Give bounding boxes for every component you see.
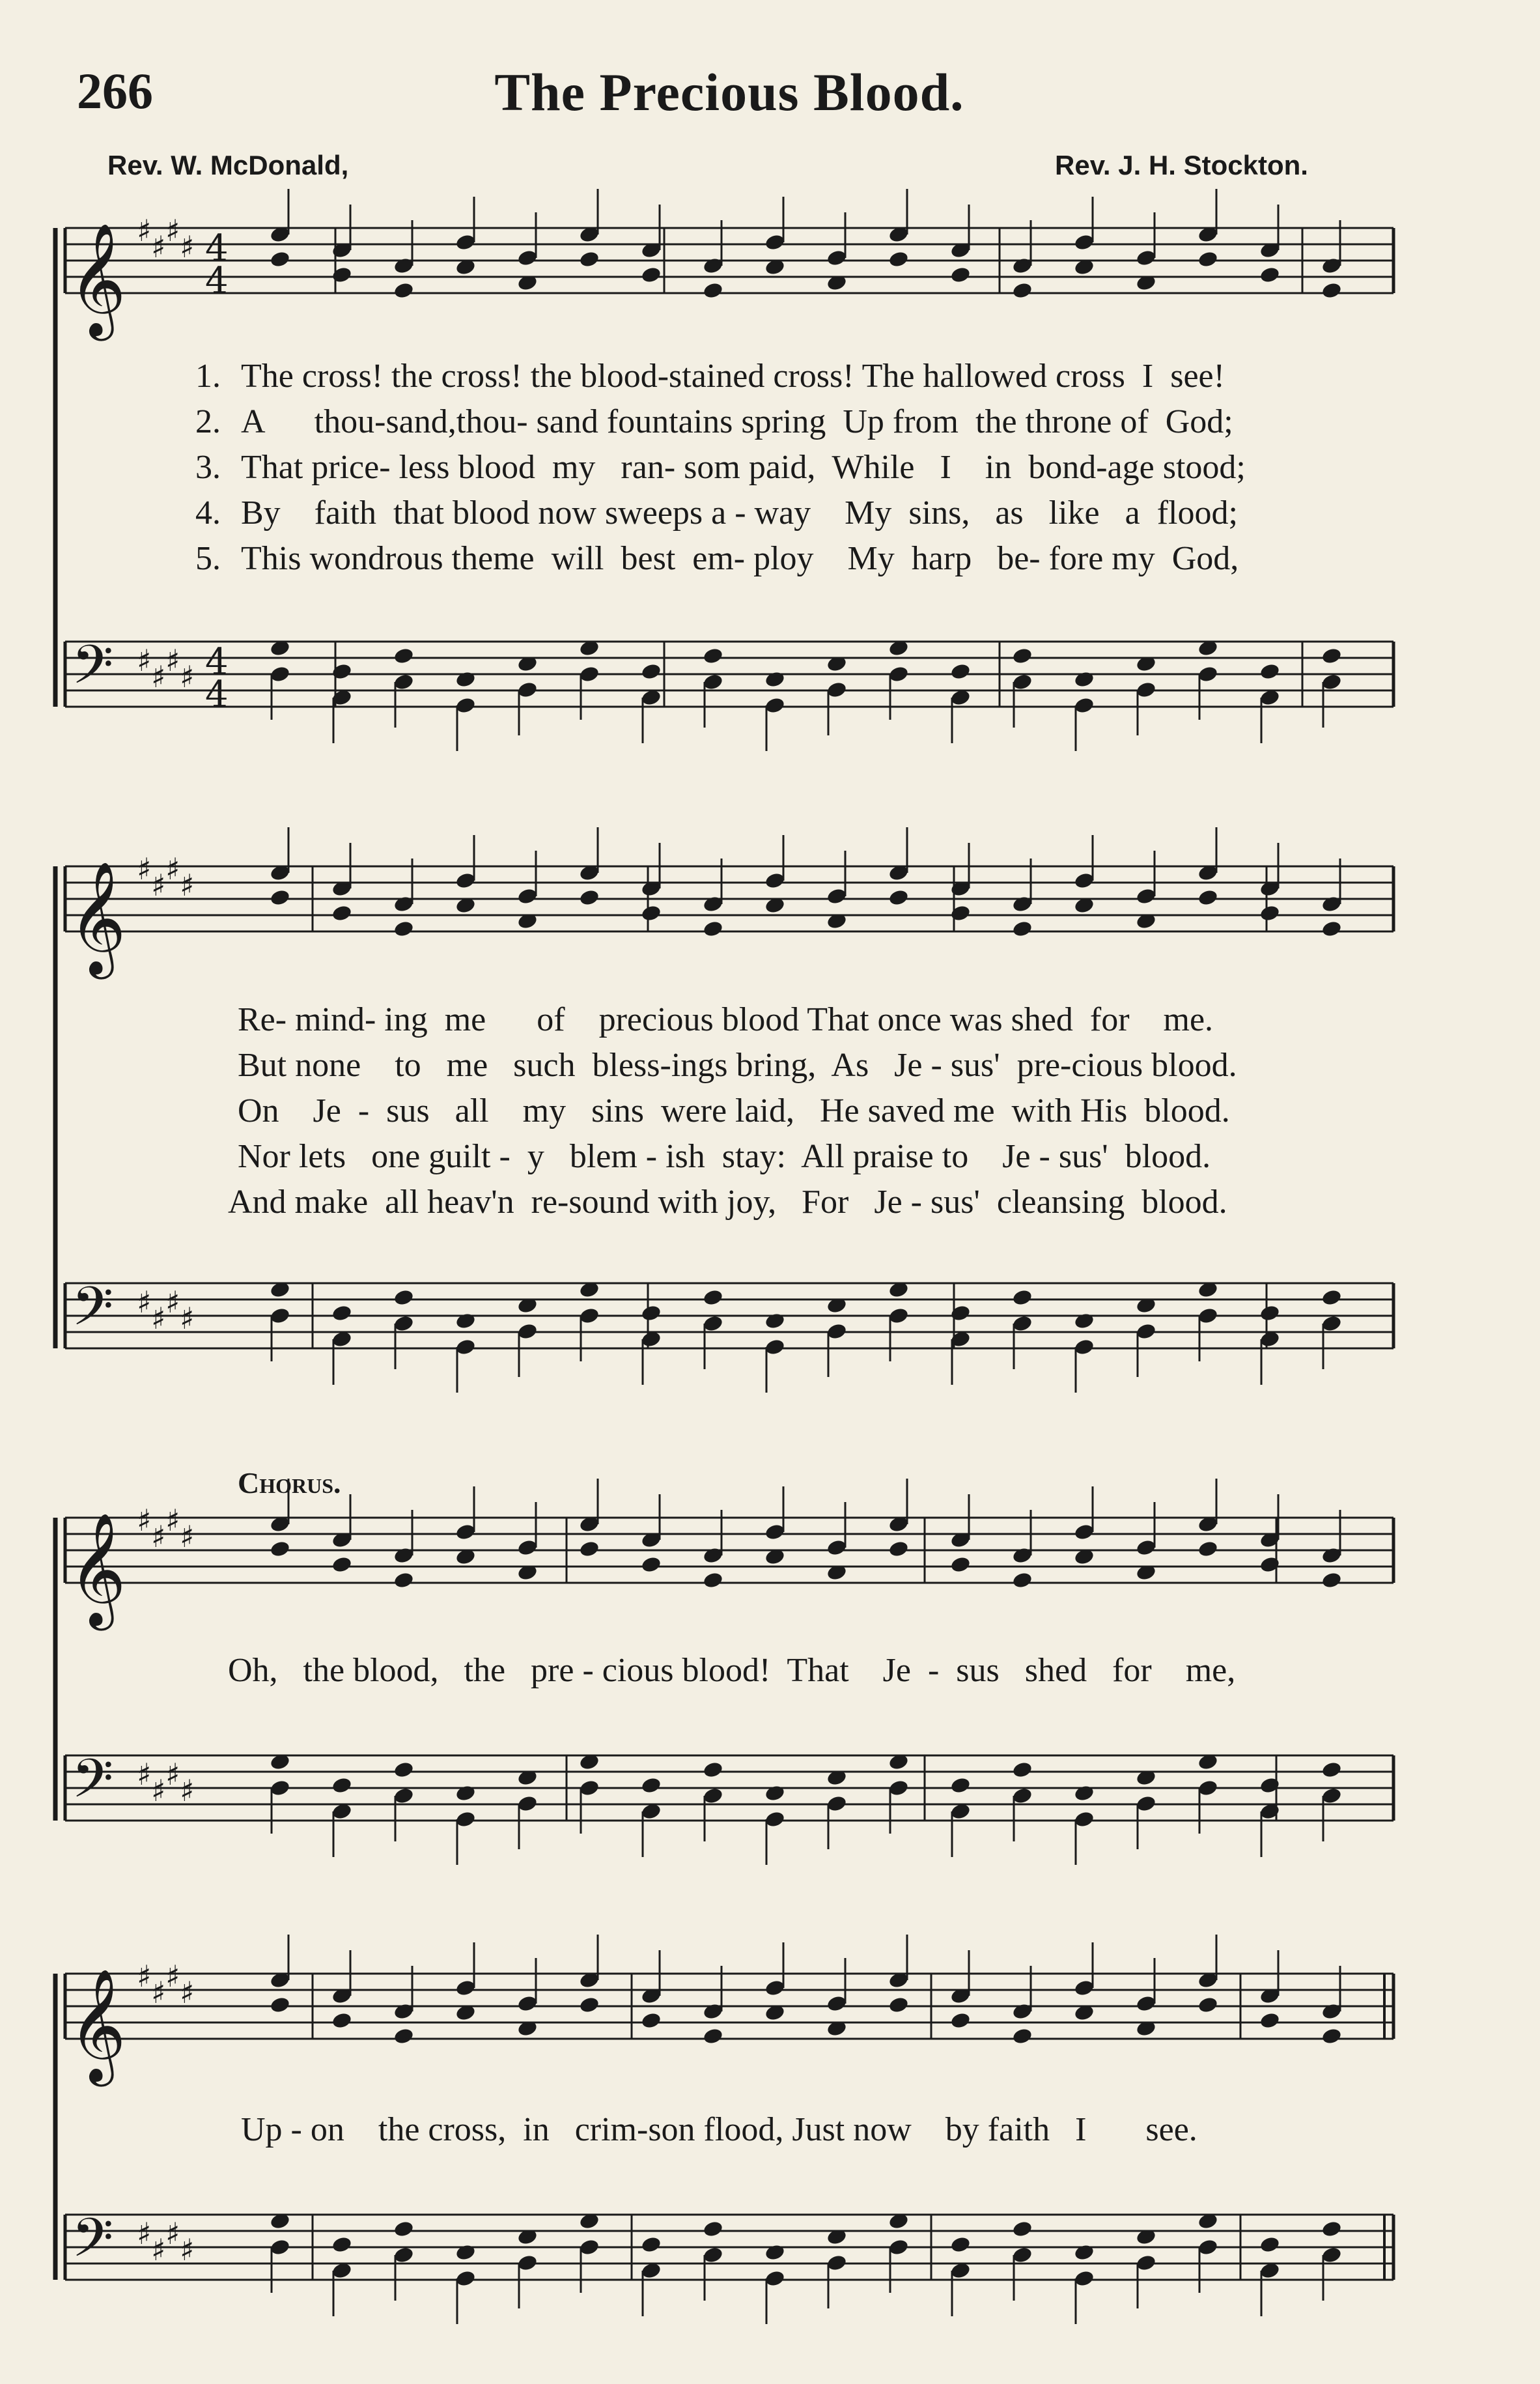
note-head: [331, 2235, 352, 2254]
key-sharp-icon: ♯: [180, 659, 195, 694]
key-sharp-icon: ♯: [137, 1284, 152, 1320]
key-sharp-icon: ♯: [151, 229, 166, 264]
key-sharp-icon: ♯: [180, 1519, 195, 1554]
chorus-line-1: Oh, the blood, the pre - cious blood! That Je - sus shed for me,: [228, 1652, 1236, 1689]
note-head: [702, 281, 723, 300]
note-head: [949, 2235, 971, 2254]
key-sharp-icon: ♯: [165, 2216, 180, 2251]
key-sharp-icon: ♯: [165, 213, 180, 248]
key-sharp-icon: ♯: [137, 1503, 152, 1538]
key-sharp-icon: ♯: [137, 643, 152, 678]
note-head: [1011, 647, 1033, 665]
key-sharp-icon: ♯: [180, 1301, 195, 1336]
note-head: [1011, 920, 1033, 938]
note-head: [702, 647, 723, 665]
note-head: [702, 2220, 723, 2238]
verse-1-line-1: 1. The cross! the cross! the blood-stained cross! The hallowed cross I see!: [195, 358, 1225, 395]
key-sharp-icon: ♯: [180, 1975, 195, 2010]
note-head: [269, 888, 290, 907]
key-sharp-icon: ♯: [151, 1975, 166, 2010]
key-sharp-icon: ♯: [137, 851, 152, 887]
note-head: [888, 250, 909, 268]
verse-3-line-2: On Je - sus all my sins were laid, He saved me with His blood.: [238, 1092, 1230, 1129]
note-head: [1321, 647, 1342, 665]
note-head: [702, 1288, 723, 1307]
note-head: [393, 647, 414, 665]
note-head: [393, 281, 414, 300]
key-sharp-icon: ♯: [151, 659, 166, 694]
key-sharp-icon: ♯: [151, 1773, 166, 1808]
time-signature-top: 4: [205, 227, 229, 270]
verse-4-line-2: Nor lets one guilt - y blem - ish stay: All praise to Je - sus' blood.: [238, 1138, 1211, 1175]
note-head: [640, 1555, 662, 1574]
note-head: [331, 2011, 352, 2030]
note-head: [1321, 281, 1342, 300]
note-head: [949, 1555, 971, 1574]
note-head: [640, 904, 662, 922]
key-sharp-icon: ♯: [137, 213, 152, 248]
key-sharp-icon: ♯: [151, 2232, 166, 2267]
key-sharp-icon: ♯: [137, 1757, 152, 1792]
note-head: [578, 250, 600, 268]
note-head: [1011, 2220, 1033, 2238]
note-head: [331, 1776, 352, 1795]
verse-2-line-1: 2. A thou-sand,thou- sand fountains spring Up from the throne of God;: [195, 403, 1233, 440]
note-head: [949, 904, 971, 922]
note-head: [1259, 1776, 1280, 1795]
note-head: [888, 1996, 909, 2014]
note-head: [393, 2220, 414, 2238]
note-head: [1073, 670, 1095, 688]
key-sharp-icon: ♯: [165, 1503, 180, 1538]
note-head: [640, 2011, 662, 2030]
note-head: [640, 2235, 662, 2254]
note-head: [1011, 1288, 1033, 1307]
note-head: [1259, 2011, 1280, 2030]
note-head: [949, 662, 971, 681]
time-signature-top: 4: [205, 641, 229, 683]
key-sharp-icon: ♯: [165, 1959, 180, 1994]
key-sharp-icon: ♯: [180, 868, 195, 903]
key-sharp-icon: ♯: [137, 2216, 152, 2251]
words-author: Rev. W. McDonald,: [107, 150, 349, 180]
note-head: [393, 920, 414, 938]
note-head: [949, 1776, 971, 1795]
note-head: [949, 266, 971, 284]
note-head: [702, 920, 723, 938]
note-head: [764, 1312, 785, 1330]
note-head: [1073, 1312, 1095, 1330]
note-head: [1321, 920, 1342, 938]
note-head: [331, 1555, 352, 1574]
key-sharp-icon: ♯: [165, 1284, 180, 1320]
note-head: [640, 266, 662, 284]
bass-clef-icon: 𝄢: [72, 1747, 114, 1823]
note-head: [888, 888, 909, 907]
key-sharp-icon: ♯: [137, 1959, 152, 1994]
note-head: [949, 2011, 971, 2030]
key-sharp-icon: ♯: [180, 229, 195, 264]
note-head: [1259, 904, 1280, 922]
note-head: [455, 1312, 476, 1330]
key-sharp-icon: ♯: [151, 1301, 166, 1336]
note-head: [764, 2243, 785, 2262]
note-head: [764, 1784, 785, 1802]
treble-clef-icon: 𝄞: [68, 861, 126, 974]
note-head: [702, 1571, 723, 1589]
bass-clef-icon: 𝄢: [72, 633, 114, 709]
note-head: [1259, 1555, 1280, 1574]
verse-3-line-1: 3. That price- less blood my ran- som paid, While I in bond-age stood;: [195, 449, 1246, 486]
key-sharp-icon: ♯: [151, 1519, 166, 1554]
note-head: [455, 2243, 476, 2262]
key-sharp-icon: ♯: [165, 1757, 180, 1792]
key-sharp-icon: ♯: [180, 1773, 195, 1808]
note-head: [331, 1304, 352, 1322]
note-head: [1011, 2027, 1033, 2045]
note-head: [1011, 281, 1033, 300]
verse-2-line-2: But none to me such bless-ings bring, As Je - sus' pre-cious blood.: [238, 1047, 1237, 1084]
note-head: [269, 1996, 290, 2014]
note-head: [578, 888, 600, 907]
note-head: [640, 1776, 662, 1795]
treble-clef-icon: 𝄞: [68, 1512, 126, 1626]
key-sharp-icon: ♯: [180, 2232, 195, 2267]
note-head: [949, 1304, 971, 1322]
key-sharp-icon: ♯: [151, 868, 166, 903]
key-sharp-icon: ♯: [165, 851, 180, 887]
time-signature-bottom: 4: [205, 674, 229, 716]
note-head: [1321, 1571, 1342, 1589]
note-head: [393, 1571, 414, 1589]
note-head: [578, 1996, 600, 2014]
note-head: [1197, 250, 1218, 268]
note-head: [393, 2027, 414, 2045]
note-head: [640, 1304, 662, 1322]
hymn-title: The Precious Blood.: [494, 63, 964, 122]
treble-clef-icon: 𝄞: [68, 1968, 126, 2082]
chorus-label: Chorus.: [238, 1466, 341, 1499]
note-head: [578, 1540, 600, 1558]
note-head: [455, 670, 476, 688]
note-head: [1073, 2243, 1095, 2262]
note-head: [269, 1540, 290, 1558]
note-head: [331, 662, 352, 681]
note-head: [764, 670, 785, 688]
note-head: [1011, 1761, 1033, 1779]
verse-4-line-1: 4. By faith that blood now sweeps a - way My sins, as like a flood;: [195, 494, 1238, 532]
verse-1-line-2: Re- mind- ing me of precious blood That once was shed for me.: [238, 1001, 1214, 1038]
note-head: [1259, 2235, 1280, 2254]
note-head: [1259, 662, 1280, 681]
note-head: [331, 266, 352, 284]
note-head: [269, 250, 290, 268]
time-signature-bottom: 4: [205, 260, 229, 302]
note-head: [702, 2027, 723, 2045]
note-head: [1259, 266, 1280, 284]
note-head: [331, 904, 352, 922]
chorus-line-2: Up - on the cross, in crim-son flood, Just now by faith I see.: [241, 2111, 1197, 2148]
hymn-number: 266: [77, 63, 153, 119]
music-composer: Rev. J. H. Stockton.: [1055, 150, 1308, 180]
note-head: [1321, 1288, 1342, 1307]
note-head: [1321, 1761, 1342, 1779]
note-head: [702, 1761, 723, 1779]
note-head: [393, 1288, 414, 1307]
note-head: [455, 1784, 476, 1802]
note-head: [1011, 1571, 1033, 1589]
bass-clef-icon: 𝄢: [72, 1275, 114, 1351]
note-head: [1197, 1540, 1218, 1558]
note-head: [640, 662, 662, 681]
treble-clef-icon: 𝄞: [68, 223, 126, 336]
verse-5-line-1: 5. This wondrous theme will best em- ploy My harp be- fore my God,: [195, 540, 1239, 577]
note-head: [1321, 2220, 1342, 2238]
bass-clef-icon: 𝄢: [72, 2206, 114, 2282]
note-head: [1197, 888, 1218, 907]
note-head: [1321, 2027, 1342, 2045]
verse-5-line-2: And make all heav'n re-sound with joy, For Je - sus' cleansing blood.: [228, 1184, 1227, 1221]
note-head: [1259, 1304, 1280, 1322]
note-head: [888, 1540, 909, 1558]
note-head: [393, 1761, 414, 1779]
note-head: [1197, 1996, 1218, 2014]
key-sharp-icon: ♯: [165, 643, 180, 678]
note-head: [1073, 1784, 1095, 1802]
